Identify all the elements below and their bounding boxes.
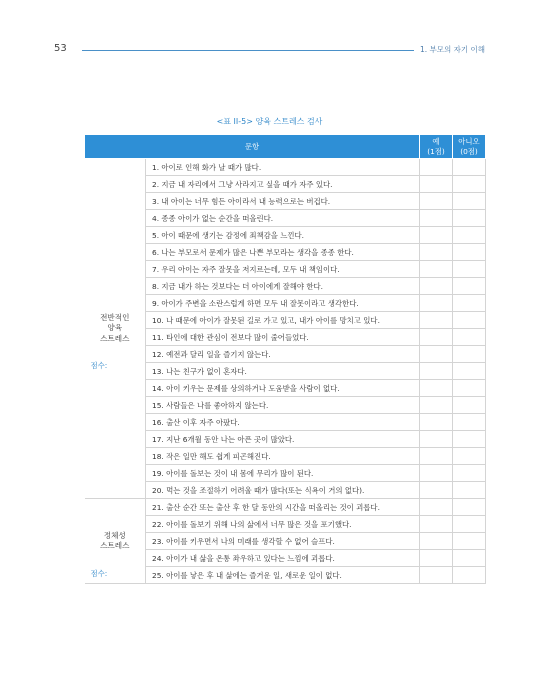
yes-answer-cell[interactable] [420,295,453,312]
question-text: 3. 내 아이는 너무 힘든 아이라서 내 능력으로는 버겁다. [146,193,420,210]
table-header-row [85,135,486,159]
yes-answer-cell[interactable] [420,380,453,397]
question-text: 8. 지금 내가 하는 것보다는 더 아이에게 잘해야 한다. [146,278,420,295]
no-answer-cell[interactable] [453,550,486,567]
yes-answer-cell[interactable] [420,261,453,278]
table-row [85,159,486,176]
yes-answer-cell[interactable] [420,210,453,227]
parenting-stress-table [84,134,486,584]
no-answer-cell[interactable] [453,414,486,431]
no-answer-cell[interactable] [453,159,486,176]
item-column-header [85,135,420,159]
yes-column-header [420,135,453,159]
yes-answer-cell[interactable] [420,397,453,414]
no-answer-cell[interactable] [453,346,486,363]
question-text: 9. 아이가 주변을 소란스럽게 하면 모두 내 잘못이라고 생각한다. [146,295,420,312]
no-answer-cell[interactable] [453,295,486,312]
no-answer-cell[interactable] [453,448,486,465]
question-text: 6. 나는 부모로서 문제가 많은 나쁜 부모라는 생각을 종종 한다. [146,244,420,261]
question-text: 19. 아이를 돌보는 것이 내 몸에 무리가 많이 된다. [146,465,420,482]
question-text: 2. 지금 내 자리에서 그냥 사라지고 싶을 때가 자주 있다. [146,176,420,193]
question-text: 18. 작은 일만 해도 쉽게 피곤해진다. [146,448,420,465]
no-answer-cell[interactable] [453,329,486,346]
no-answer-cell[interactable] [453,567,486,584]
category-label-line: 스트레스 [100,333,130,343]
yes-answer-cell[interactable] [420,363,453,380]
question-text: 13. 나는 친구가 없이 혼자다. [146,363,420,380]
no-answer-cell[interactable] [453,193,486,210]
question-text: 7. 우리 아이는 자주 잘못을 저지르는데, 모두 내 책임이다. [146,261,420,278]
no-header-points: (0점) [460,146,478,156]
no-answer-cell[interactable] [453,227,486,244]
no-header-label: 아니오 [458,137,480,147]
question-text: 14. 아이 키우는 문제를 상의하거나 도움받을 사람이 없다. [146,380,420,397]
question-text: 10. 나 때문에 아이가 잘못된 길로 가고 있고, 내가 아이를 망치고 있다. [146,312,420,329]
yes-answer-cell[interactable] [420,567,453,584]
yes-answer-cell[interactable] [420,448,453,465]
yes-answer-cell[interactable] [420,482,453,499]
chapter-title: 1. 부모의 자기 이해 [419,45,485,54]
no-answer-cell[interactable] [453,244,486,261]
question-text: 1. 아이로 인해 화가 날 때가 많다. [146,159,420,176]
no-answer-cell[interactable] [453,176,486,193]
question-text: 24. 아이가 내 삶을 온통 좌우하고 있다는 느낌에 괴롭다. [146,550,420,567]
yes-answer-cell[interactable] [420,431,453,448]
yes-answer-cell[interactable] [420,414,453,431]
question-text: 23. 아이를 키우면서 나의 미래를 생각할 수 없어 슬프다. [146,533,420,550]
no-answer-cell[interactable] [453,516,486,533]
question-text: 21. 출산 순간 또는 출산 후 한 달 동안의 시간을 떠올리는 것이 괴롭다. [146,499,420,516]
no-answer-cell[interactable] [453,431,486,448]
category-label-line: 스트레스 [100,541,130,550]
yes-answer-cell[interactable] [420,329,453,346]
question-text: 15. 사람들은 나를 좋아하지 않는다. [146,397,420,414]
yes-answer-cell[interactable] [420,278,453,295]
question-text: 22. 아이를 돌보기 위해 나의 삶에서 너무 많은 것을 포기했다. [146,516,420,533]
table-row [85,499,486,516]
category-label-line: 양육 [107,323,123,333]
question-text: 5. 아이 때문에 생기는 감정에 죄책감을 느낀다. [146,227,420,244]
yes-answer-cell[interactable] [420,465,453,482]
no-answer-cell[interactable] [453,482,486,499]
table-caption: <표 II-5> 양육 스트레스 검사 [216,117,323,126]
yes-answer-cell[interactable] [420,346,453,363]
no-column-header [453,135,486,159]
page-number: 53 [54,43,67,54]
no-answer-cell[interactable] [453,533,486,550]
category-label [85,313,146,344]
no-answer-cell[interactable] [453,465,486,482]
yes-header-points: (1점) [427,146,445,156]
question-text: 20. 먹는 것을 조절하기 어려울 때가 많다(또는 식욕이 거의 없다). [146,482,420,499]
identity-stress-category-cell [85,499,146,584]
survey-table-body [85,159,486,584]
yes-answer-cell[interactable] [420,516,453,533]
yes-header-label: 예 [432,137,440,147]
yes-answer-cell[interactable] [420,159,453,176]
question-text: 11. 타인에 대한 관심이 전보다 많이 줄어들었다. [146,329,420,346]
item-header-label: 문항 [244,141,260,151]
yes-answer-cell[interactable] [420,312,453,329]
no-answer-cell[interactable] [453,380,486,397]
yes-answer-cell[interactable] [420,499,453,516]
category-label-line: 정체성 [103,530,126,540]
question-text: 4. 종종 아이가 없는 순간을 떠올린다. [146,210,420,227]
question-text: 12. 예전과 달리 일을 즐기지 않는다. [146,346,420,363]
no-answer-cell[interactable] [453,499,486,516]
yes-answer-cell[interactable] [420,227,453,244]
category-label [85,531,146,552]
score-label: 점수: [90,361,108,370]
yes-answer-cell[interactable] [420,176,453,193]
no-answer-cell[interactable] [453,261,486,278]
question-text: 16. 출산 이후 자주 아팠다. [146,414,420,431]
yes-answer-cell[interactable] [420,193,453,210]
question-text: 25. 아이를 낳은 후 내 삶에는 즐거운 일, 새로운 일이 없다. [146,567,420,584]
no-answer-cell[interactable] [453,278,486,295]
question-text: 17. 지난 6개월 동안 나는 아픈 곳이 많았다. [146,431,420,448]
no-answer-cell[interactable] [453,363,486,380]
yes-answer-cell[interactable] [420,533,453,550]
yes-answer-cell[interactable] [420,550,453,567]
overall-stress-category-cell [85,159,146,499]
no-answer-cell[interactable] [453,397,486,414]
header-divider [82,50,414,51]
no-answer-cell[interactable] [453,210,486,227]
no-answer-cell[interactable] [453,312,486,329]
score-label: 점수: [90,569,108,578]
yes-answer-cell[interactable] [420,244,453,261]
category-label-line: 전반적인 [100,313,130,323]
